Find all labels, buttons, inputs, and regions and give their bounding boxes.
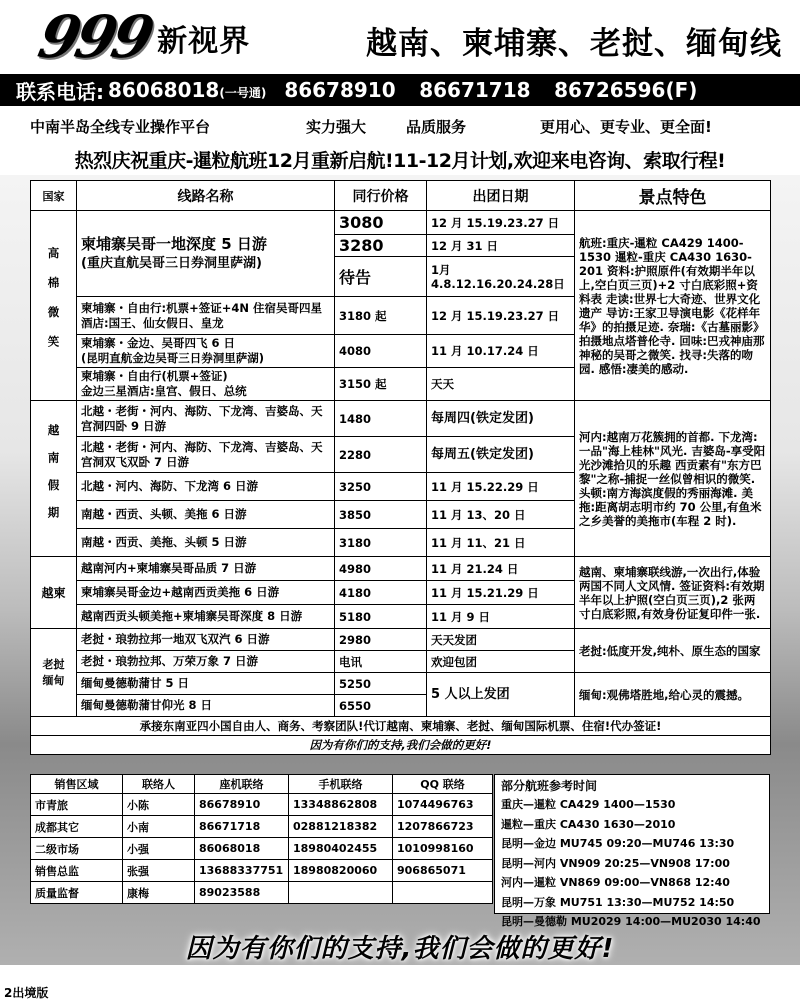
logo-number: 999 bbox=[32, 3, 157, 71]
contact-region: 市青旅 bbox=[31, 794, 123, 816]
table-row bbox=[31, 673, 771, 695]
price-cell: 3850 bbox=[335, 501, 427, 529]
contact-qq: 1207866723 bbox=[393, 816, 493, 838]
route-name: 老挝・琅勃拉邦、万荣万象 7 日游 bbox=[77, 651, 335, 673]
contact-landline: 13688337751 bbox=[195, 860, 289, 882]
contacts-row bbox=[31, 882, 493, 904]
slogan-strength: 实力强大 bbox=[306, 117, 367, 136]
footer-slogan: 因为有你们的支持,我们会做的更好! bbox=[185, 934, 615, 964]
header-country: 国家 bbox=[31, 181, 77, 211]
contact-qq bbox=[393, 882, 493, 904]
route-name: 南越・西贡、头顿、美拖 6 日游 bbox=[77, 501, 335, 529]
flight-line: 昆明—河内 VN909 20:25—VN908 17:00 bbox=[501, 856, 730, 870]
phone-number: 86726596(F) bbox=[554, 78, 698, 102]
date-cell: 5 人以上发团 bbox=[427, 673, 575, 717]
route-name: 缅甸曼德勒蒲甘仰光 8 日 bbox=[77, 695, 335, 717]
header-features: 景点特色 bbox=[575, 181, 771, 211]
route-name: 老挝・琅勃拉邦一地双飞双汽 6 日游 bbox=[77, 629, 335, 651]
date-cell: 11 月 21.24 日 bbox=[427, 557, 575, 581]
features-laos: 老挝:低度开发,纯朴、原生态的国家 bbox=[575, 629, 771, 673]
flights-title: 部分航班参考时间 bbox=[501, 779, 598, 793]
table-row bbox=[31, 401, 771, 437]
contact-landline: 86678910 bbox=[195, 794, 289, 816]
contact-person: 张强 bbox=[123, 860, 195, 882]
contacts-row bbox=[31, 838, 493, 860]
contacts-row bbox=[31, 794, 493, 816]
date-cell: 11 月 11、21 日 bbox=[427, 529, 575, 557]
flights-panel bbox=[494, 774, 770, 928]
contact-person: 康梅 bbox=[123, 882, 195, 904]
contact-region: 成都其它 bbox=[31, 816, 123, 838]
flight-line: 昆明—万象 MU751 13:30—MU752 14:50 bbox=[501, 895, 735, 909]
date-cell: 每周四(铁定发团) bbox=[427, 401, 575, 437]
table-row bbox=[31, 557, 771, 581]
slogan-platform: 中南半岛全线专业操作平台 bbox=[30, 117, 211, 136]
contact-mobile: 13348862808 bbox=[289, 794, 393, 816]
contact-region: 二级市场 bbox=[31, 838, 123, 860]
contacts-row bbox=[31, 860, 493, 882]
route-sub: 金边三星酒店:皇宫、假日、总统 bbox=[81, 384, 247, 398]
routes-table bbox=[30, 180, 771, 755]
country-myanmar: 缅甸 bbox=[42, 673, 65, 687]
date-cell: 12 月 15.19.23.27 日 bbox=[427, 297, 575, 335]
promo-headline: 热烈庆祝重庆-暹粒航班12月重新启航!11-12月计划,欢迎来电咨询、索取行程! bbox=[74, 150, 726, 172]
date-cell: 11 月 13、20 日 bbox=[427, 501, 575, 529]
contact-region: 质量监督 bbox=[31, 882, 123, 904]
route-cell bbox=[77, 211, 335, 297]
date-cell: 每周五(铁定发团) bbox=[427, 437, 575, 473]
phone-label: 联系电话: bbox=[16, 79, 104, 104]
price-cell: 4180 bbox=[335, 581, 427, 605]
contact-mobile: 18980820060 bbox=[289, 860, 393, 882]
contact-mobile bbox=[289, 882, 393, 904]
price-cell: 3180 bbox=[335, 529, 427, 557]
features-viet-cambo: 越南、柬埔寨联线游,一次出行,体验两国不同人文风情. 签证资料:有效期半年以上护照(空白页三页),2 张两寸白底彩照,有效身份证复印件一张. bbox=[575, 557, 771, 629]
date-cell: 欢迎包团 bbox=[427, 651, 575, 673]
route-name: 北越・河内、海防、下龙湾 6 日游 bbox=[77, 473, 335, 501]
country-laos-myanmar bbox=[31, 629, 77, 717]
country-viet-cambo: 越柬 bbox=[31, 557, 77, 629]
country-cambodia: 高棉微笑 bbox=[31, 211, 77, 401]
contact-person: 小南 bbox=[123, 816, 195, 838]
route-name: 北越・老街・河内、海防、下龙湾、吉婆岛、天宫洞四卧 9 日游 bbox=[77, 401, 335, 437]
route-name: 柬埔寨・自由行:机票+签证+4N 住宿吴哥四星酒店:国王、仙女假日、皇龙 bbox=[77, 297, 335, 335]
price-cell: 3180 起 bbox=[335, 297, 427, 335]
contact-qq: 1010998160 bbox=[393, 838, 493, 860]
contact-region: 销售总监 bbox=[31, 860, 123, 882]
route-sub: (重庆直航吴哥三日券洞里萨湖) bbox=[81, 255, 262, 271]
contacts-header: 联络人 bbox=[123, 775, 195, 794]
date-cell: 11 月 15.22.29 日 bbox=[427, 473, 575, 501]
contacts-table bbox=[30, 774, 493, 904]
route-name: 北越・老街・河内、海防、下龙湾、吉婆岛、天宫洞双飞双卧 7 日游 bbox=[77, 437, 335, 473]
contacts-row bbox=[31, 816, 493, 838]
logo-text: 新视界 bbox=[157, 24, 251, 59]
date-cell: 12 月 15.19.23.27 日 bbox=[427, 211, 575, 235]
contact-qq: 1074496763 bbox=[393, 794, 493, 816]
route-cell bbox=[77, 368, 335, 401]
contact-landline: 86068018 bbox=[195, 838, 289, 860]
contact-qq: 906865071 bbox=[393, 860, 493, 882]
contacts-header: 销售区域 bbox=[31, 775, 123, 794]
price-cell: 4980 bbox=[335, 557, 427, 581]
contact-landline: 89023588 bbox=[195, 882, 289, 904]
table-row bbox=[31, 211, 771, 235]
contacts-header: QQ 联络 bbox=[393, 775, 493, 794]
phone-main bbox=[108, 78, 266, 102]
phone-number: 86671718 bbox=[419, 78, 531, 102]
route-cell bbox=[77, 335, 335, 368]
price-cell: 待告 bbox=[335, 257, 427, 297]
contact-mobile: 18980402455 bbox=[289, 838, 393, 860]
date-cell: 1月4.8.12.16.20.24.28日 bbox=[427, 257, 575, 297]
date-cell: 11 月 9 日 bbox=[427, 605, 575, 629]
header bbox=[0, 0, 800, 74]
features-myanmar: 缅甸:观佛塔胜地,给心灵的震撼。 bbox=[575, 673, 771, 717]
notice-row bbox=[31, 717, 771, 736]
flight-line: 重庆—暹粒 CA429 1400—1530 bbox=[501, 798, 676, 811]
country-vietnam: 越南假期 bbox=[31, 401, 77, 557]
route-title: 越南、柬埔寨、老挝、缅甸线 bbox=[366, 26, 782, 62]
phone-main-note: (一号通) bbox=[219, 86, 267, 100]
features-cambodia: 航班:重庆-暹粒 CA429 1400-1530 暹粒-重庆 CA430 1630-201 资料:护照原件(有效期半年以上,空白页三页)+2 寸白底彩照+资料表 走读:世界七大奇迹、世界文化遗产 导访:王家卫导演电影《花样年华》的拍摄足迹. 奈瑞:《古墓丽影》拍摄地点塔普伦寺. 回味:巴戎神庙那神秘的吴哥之微笑. 找寻:失落的吻园. 感悟:凄美的感动. bbox=[575, 211, 771, 401]
date-cell: 12 月 31 日 bbox=[427, 235, 575, 257]
slogan-heart: 更用心、更专业、更全面! bbox=[540, 117, 712, 136]
price-cell: 2980 bbox=[335, 629, 427, 651]
contact-landline: 86671718 bbox=[195, 816, 289, 838]
price-cell: 5180 bbox=[335, 605, 427, 629]
phone-main-number: 86068018 bbox=[108, 78, 220, 102]
features-vietnam: 河内:越南万花簇拥的首都. 下龙湾:一品"海上桂林"风光. 吉婆岛-享受阳光沙滩拾贝的乐趣 西贡素有"东方巴黎"之称-捕捉一丝似曾相识的微笑. 头顿:南方海滨度假的秀丽海滩. 美拖:距离胡志明市约 70 公里,有鱼米之乡美誉的美拖市(车程 2 时). bbox=[575, 401, 771, 557]
route-name: 柬埔寨吴哥一地深度 5 日游 bbox=[81, 234, 267, 253]
route-name: 柬埔寨・自由行(机票+签证) bbox=[81, 369, 228, 383]
header-route: 线路名称 bbox=[77, 181, 335, 211]
route-sub: (昆明直航金边吴哥三日券洞里萨湖) bbox=[81, 351, 265, 365]
table-header-row bbox=[31, 181, 771, 211]
price-cell: 3280 bbox=[335, 235, 427, 257]
date-cell: 天天 bbox=[427, 368, 575, 401]
route-name: 柬埔寨吴哥金边+越南西贡美拖 6 日游 bbox=[77, 581, 335, 605]
contact-person: 小强 bbox=[123, 838, 195, 860]
phone-bar bbox=[0, 74, 800, 106]
header-price: 同行价格 bbox=[335, 181, 427, 211]
flight-line: 昆明—曼德勒 MU2029 14:00—MU2030 14:40 bbox=[501, 915, 761, 928]
contact-mobile: 02881218382 bbox=[289, 816, 393, 838]
header-date: 出团日期 bbox=[427, 181, 575, 211]
price-cell: 3250 bbox=[335, 473, 427, 501]
price-cell: 3080 bbox=[335, 211, 427, 235]
contacts-header-row bbox=[31, 775, 493, 794]
notice-slogan-row bbox=[31, 736, 771, 755]
price-cell: 6550 bbox=[335, 695, 427, 717]
price-cell: 5250 bbox=[335, 673, 427, 695]
flight-line: 暹粒—重庆 CA430 1630—2010 bbox=[501, 817, 676, 831]
contacts-header: 座机联络 bbox=[195, 775, 289, 794]
contacts-header: 手机联络 bbox=[289, 775, 393, 794]
flight-line: 河内—暹粒 VN869 09:00—VN868 12:40 bbox=[501, 876, 730, 889]
flight-line: 昆明—金边 MU745 09:20—MU746 13:30 bbox=[501, 837, 735, 850]
notice-text: 承接东南亚四小国自由人、商务、考察团队!代订越南、柬埔寨、老挝、缅甸国际机票、住宿!代办签证! bbox=[31, 717, 771, 736]
price-cell: 2280 bbox=[335, 437, 427, 473]
route-name: 越南西贡头顿美拖+柬埔寨吴哥深度 8 日游 bbox=[77, 605, 335, 629]
contact-person: 小陈 bbox=[123, 794, 195, 816]
phone-numbers bbox=[266, 78, 697, 102]
route-name: 柬埔寨・金边、吴哥四飞 6 日 bbox=[81, 336, 236, 350]
date-cell: 11 月 10.17.24 日 bbox=[427, 335, 575, 368]
route-name: 缅甸曼德勒蒲甘 5 日 bbox=[77, 673, 335, 695]
logo bbox=[32, 3, 251, 71]
route-name: 越南河内+柬埔寨吴哥品质 7 日游 bbox=[77, 557, 335, 581]
price-cell: 4080 bbox=[335, 335, 427, 368]
slogan-quality: 品质服务 bbox=[406, 117, 467, 136]
route-name: 南越・西贡、美拖、头顿 5 日游 bbox=[77, 529, 335, 557]
price-cell: 3150 起 bbox=[335, 368, 427, 401]
date-cell: 11 月 15.21.29 日 bbox=[427, 581, 575, 605]
page-label: 2出境版 bbox=[4, 986, 49, 1000]
price-cell: 1480 bbox=[335, 401, 427, 437]
country-laos: 老挝 bbox=[42, 657, 65, 671]
date-cell: 天天发团 bbox=[427, 629, 575, 651]
notice-slogan: 因为有你们的支持,我们会做的更好! bbox=[31, 736, 771, 755]
price-cell: 电讯 bbox=[335, 651, 427, 673]
table-row bbox=[31, 629, 771, 651]
slogans bbox=[0, 112, 800, 140]
phone-number: 86678910 bbox=[284, 78, 396, 102]
